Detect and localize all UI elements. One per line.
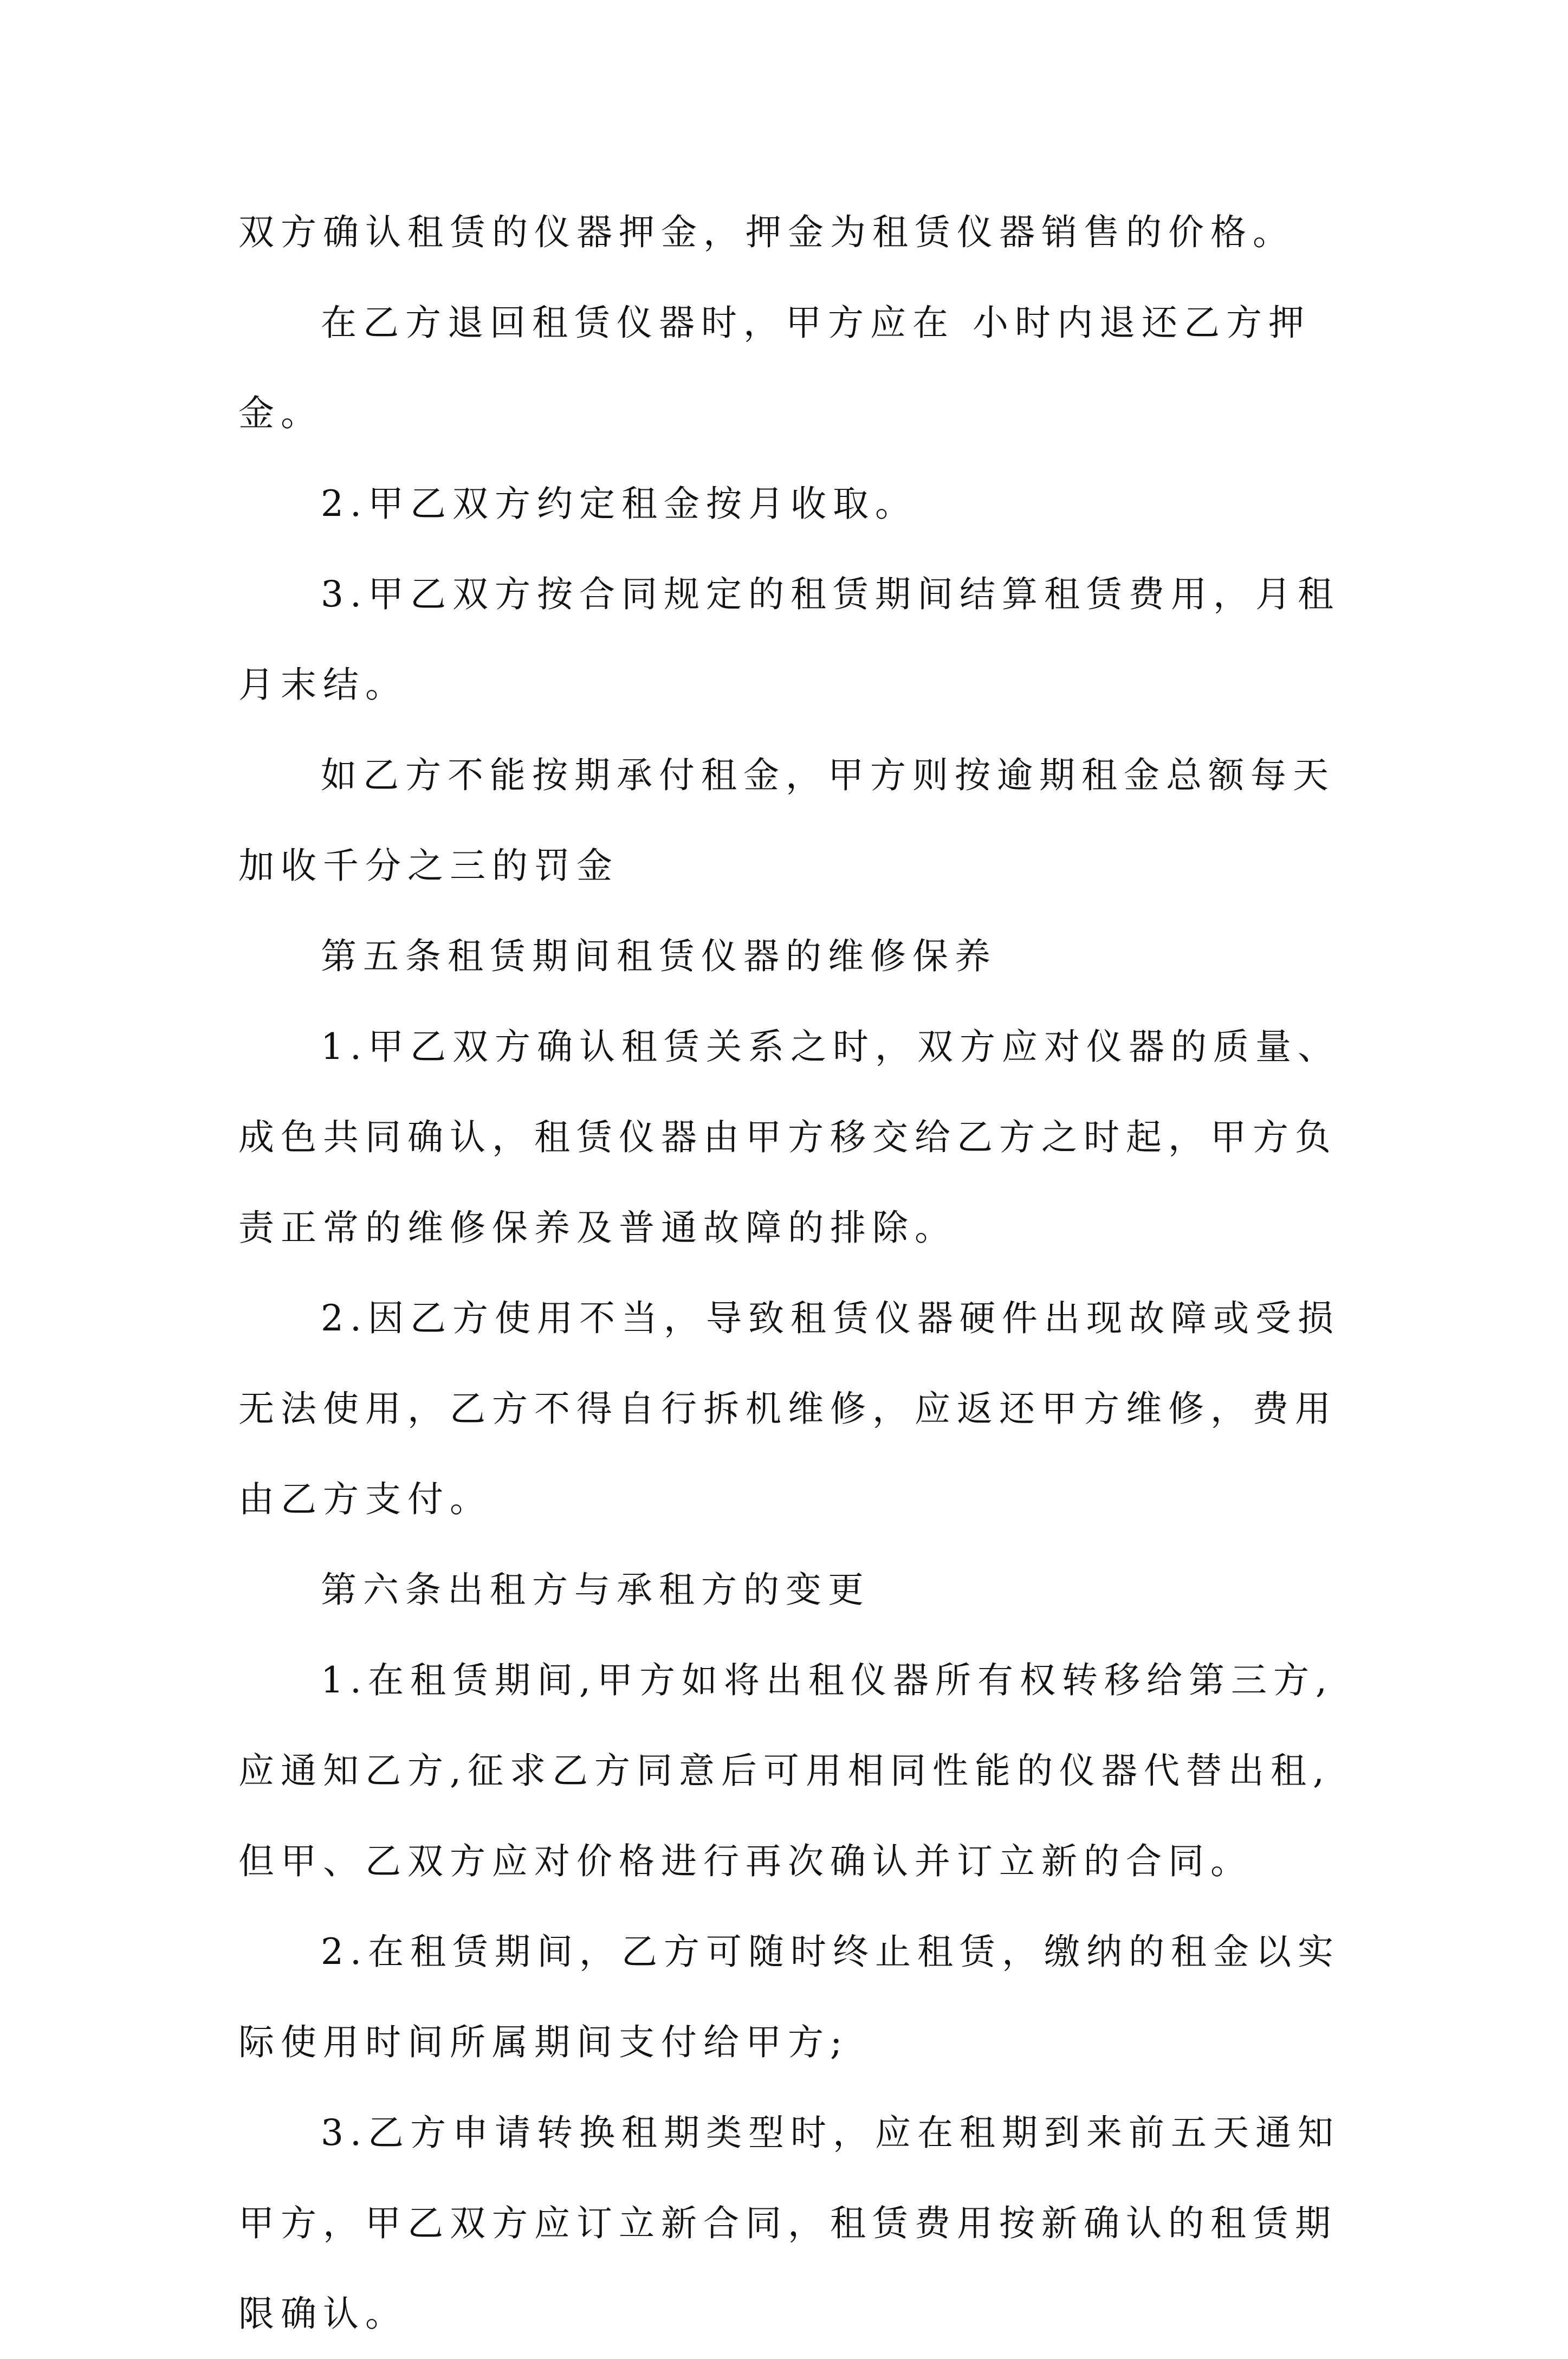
paragraph-item-3-settlement bbox=[238, 549, 1344, 730]
section-heading-article-5 bbox=[238, 911, 1344, 1001]
text-line: 无法使用，乙方不得自行拆机维修，应返还甲方维修，费用 bbox=[238, 1388, 1337, 1430]
text-line: 第五条租赁期间租赁仪器的维修保养 bbox=[321, 935, 997, 977]
text-line: 由乙方支付。 bbox=[238, 1478, 492, 1520]
text-line: 2.甲乙双方约定租金按月收取。 bbox=[321, 483, 917, 525]
document-body bbox=[238, 187, 1344, 2359]
text-line: 2.因乙方使用不当，导致租赁仪器硬件出现故障或受损 bbox=[321, 1297, 1340, 1339]
text-line: 加收千分之三的罚金 bbox=[238, 845, 619, 887]
text-line: 月末结。 bbox=[238, 664, 407, 706]
text-line: 但甲、乙双方应对价格进行再次确认并订立新的合同。 bbox=[238, 1840, 1253, 1882]
section-heading-article-6 bbox=[238, 1544, 1344, 1635]
text-line: 3.甲乙双方按合同规定的租赁期间结算租赁费用，月租 bbox=[321, 573, 1340, 615]
paragraph-article-5-item-1 bbox=[238, 1001, 1344, 1273]
text-line: 2.在租赁期间，乙方可随时终止租赁，缴纳的租金以实 bbox=[321, 1931, 1340, 1973]
paragraph-article-6-item-3 bbox=[238, 2087, 1344, 2359]
text-line: 双方确认租赁的仪器押金，押金为租赁仪器销售的价格。 bbox=[238, 211, 1295, 253]
text-line: 如乙方不能按期承付租金，甲方则按逾期租金总额每天 bbox=[321, 754, 1335, 796]
text-line: 在乙方退回租赁仪器时，甲方应在 小时内退还乙方押 bbox=[321, 302, 1311, 344]
text-line: 3.乙方申请转换租期类型时，应在租期到来前五天通知 bbox=[321, 2112, 1340, 2154]
paragraph-article-5-item-2 bbox=[238, 1273, 1344, 1544]
text-line: 责正常的维修保养及普通故障的排除。 bbox=[238, 1207, 957, 1249]
paragraph-deposit-return bbox=[238, 277, 1344, 458]
text-line: 应通知乙方,征求乙方同意后可用相同性能的仪器代替出租, bbox=[238, 1750, 1331, 1792]
text-line: 际使用时间所属期间支付给甲方; bbox=[238, 2021, 849, 2063]
text-line: 限确认。 bbox=[238, 2293, 407, 2335]
text-line: 成色共同确认，租赁仪器由甲方移交给乙方之时起，甲方负 bbox=[238, 1116, 1337, 1158]
paragraph-item-2-monthly-rent bbox=[238, 458, 1344, 549]
text-line: 金。 bbox=[238, 392, 323, 434]
paragraph-article-6-item-1 bbox=[238, 1635, 1344, 1906]
text-line: 1.甲乙双方确认租赁关系之时，双方应对仪器的质量、 bbox=[321, 1026, 1340, 1068]
paragraph-late-penalty bbox=[238, 730, 1344, 911]
text-line: 第六条出租方与承租方的变更 bbox=[321, 1569, 870, 1611]
text-line: 1.在租赁期间,甲方如将出租仪器所有权转移给第三方, bbox=[321, 1659, 1333, 1701]
paragraph-deposit bbox=[238, 187, 1344, 277]
paragraph-article-6-item-2 bbox=[238, 1906, 1344, 2087]
text-line: 甲方，甲乙双方应订立新合同，租赁费用按新确认的租赁期 bbox=[238, 2202, 1337, 2244]
